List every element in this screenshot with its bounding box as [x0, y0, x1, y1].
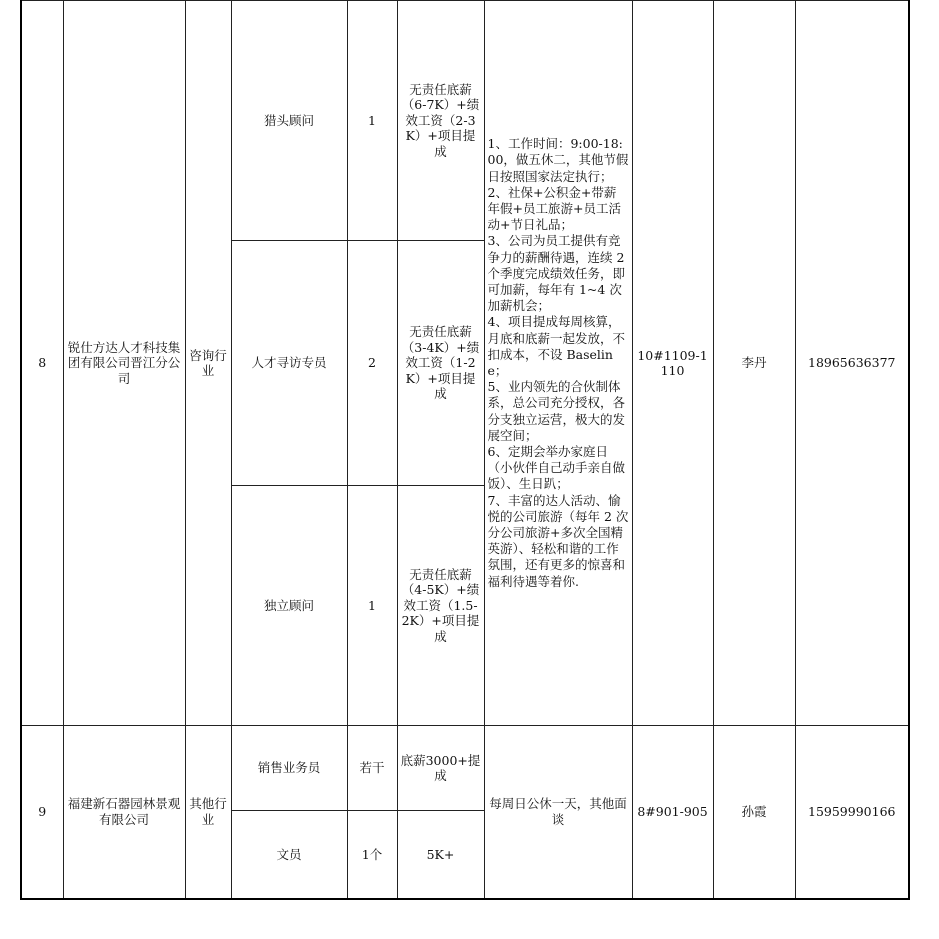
benefits: 1、工作时间：9:00-18:00，做五休二，其他节假日按照国家法定执行； 2、社保+公积金+带薪年假+员工旅游+员工活动+节日礼品； 3、公司为员工提供有竞争力的薪酬待遇，连续 2 个季度完成绩效任务，即可加薪，每年有 1~4 次加薪机会； 4、项目提成每周核算，月底和底薪一起发放，不扣成本，不设 Baseline； 5、业内领先的合伙制体系，总公司充分授权，各分支独立运营，极大的发展空间； 6、定期会举办家庭日（小伙伴自己动手亲自做饭）、生日趴； 7、丰富的达人活动、愉悦的公司旅游（每年 2 次分公司旅游+多次全国精英游）、轻松和谐的工作氛围，还有更多的惊喜和福利待遇等着你.: [484, 1, 632, 726]
position-salary: 5K+: [397, 811, 484, 899]
company-name: 福建新石器园林景观有限公司: [63, 726, 185, 899]
position-title: 猎头顾问: [231, 1, 347, 241]
position-salary: 底薪3000+提成: [397, 726, 484, 811]
industry: 咨询行业: [185, 1, 231, 726]
company-number: 9: [21, 726, 63, 899]
position-title: 人才寻访专员: [231, 241, 347, 486]
position-salary: 无责任底薪（3-4K）+绩效工资（1-2K）+项目提成: [397, 241, 484, 486]
industry: 其他行业: [185, 726, 231, 899]
position-salary: 无责任底薪（6-7K）+绩效工资（2-3K）+项目提成: [397, 1, 484, 241]
position-title: 独立顾问: [231, 486, 347, 726]
booth-number: 10#1109-1110: [632, 1, 713, 726]
position-count: 1: [347, 486, 397, 726]
company-number: 8: [21, 1, 63, 726]
position-count: 2: [347, 241, 397, 486]
contact-person: 李丹: [713, 1, 795, 726]
job-listings-table: [20, 0, 910, 900]
position-count: 若干: [347, 726, 397, 811]
contact-phone: 18965636377: [795, 1, 909, 726]
position-count: 1: [347, 1, 397, 241]
booth-number: 8#901-905: [632, 726, 713, 899]
benefits: 每周日公休一天，其他面谈: [484, 726, 632, 899]
position-title: 销售业务员: [231, 726, 347, 811]
job-table-sheet: [20, 0, 910, 900]
position-title: 文员: [231, 811, 347, 899]
contact-person: 孙霞: [713, 726, 795, 899]
contact-phone: 15959990166: [795, 726, 909, 899]
table-row: [21, 1, 909, 241]
position-salary: 无责任底薪（4-5K）+绩效工资（1.5-2K）+项目提成: [397, 486, 484, 726]
position-count: 1个: [347, 811, 397, 899]
table-row: [21, 726, 909, 811]
company-name: 锐仕方达人才科技集团有限公司晋江分公司: [63, 1, 185, 726]
